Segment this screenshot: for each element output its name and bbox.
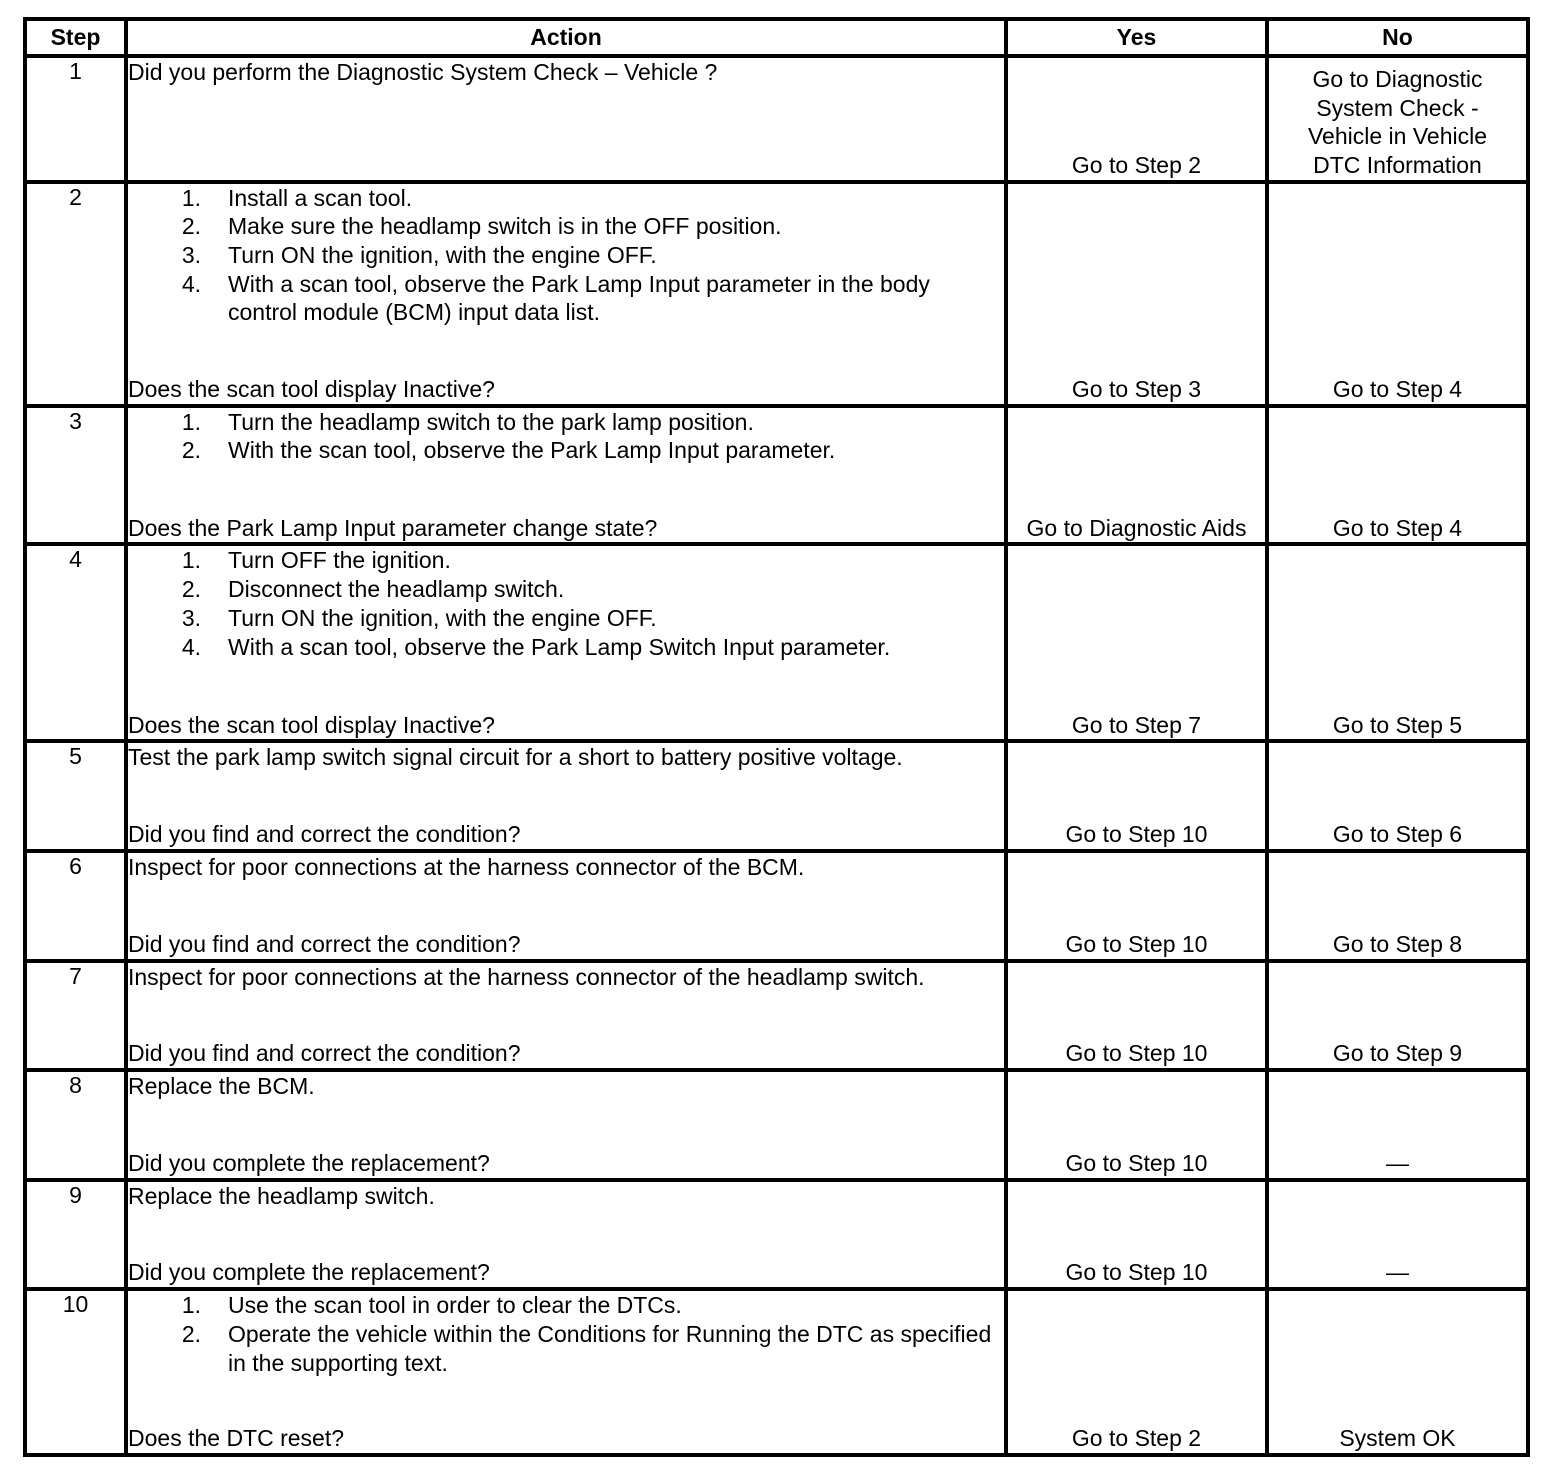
step-number: 5 (25, 741, 126, 851)
list-item (128, 1320, 1004, 1377)
list-item (128, 604, 1004, 633)
yes-text: Go to Step 10 (1065, 821, 1208, 848)
no-cell (1267, 1070, 1528, 1180)
no-cell (1267, 851, 1528, 961)
yes-cell (1006, 741, 1267, 851)
yes-text: Go to Step 10 (1065, 1259, 1208, 1286)
yes-cell (1006, 1289, 1267, 1455)
list-item-text: Disconnect the headlamp switch. (228, 576, 565, 603)
action-question: Did you find and correct the condition? (128, 821, 521, 848)
step-number: 3 (25, 406, 126, 545)
no-text: Go to Diagnostic System Check - Vehicle in Vehicle DTC Information (1307, 65, 1487, 178)
list-number: 3. (181, 604, 201, 631)
yes-text: Go to Step 10 (1065, 1040, 1208, 1067)
list-number: 1. (181, 408, 201, 435)
action-text: Did you perform the Diagnostic System Check – Vehicle ? (128, 59, 718, 85)
table-row (25, 741, 1528, 851)
action-cell (126, 961, 1006, 1071)
step-number: 4 (25, 544, 126, 741)
list-item-text: Turn ON the ignition, with the engine OFF. (228, 604, 657, 631)
action-cell (126, 1180, 1006, 1290)
list-item (128, 575, 1004, 604)
table-row (25, 406, 1528, 545)
no-text: — (1386, 1259, 1409, 1286)
action-question: Did you complete the replacement? (128, 1259, 490, 1286)
step-number: 2 (25, 182, 126, 406)
action-text: Test the park lamp switch signal circuit for a short to battery positive voltage. (128, 744, 903, 771)
step-number: 8 (25, 1070, 126, 1180)
step-number: 1 (25, 56, 126, 182)
no-text: Go to Step 9 (1332, 1040, 1463, 1067)
header-action: Action (126, 19, 1006, 56)
no-text: — (1386, 1149, 1409, 1176)
action-text: Replace the headlamp switch. (128, 1182, 435, 1209)
action-cell (126, 56, 1006, 182)
list-item-text: Use the scan tool in order to clear the DTCs. (228, 1292, 682, 1319)
no-text: System OK (1339, 1425, 1456, 1452)
no-cell (1267, 961, 1528, 1071)
action-text: Inspect for poor connections at the harness connector of the headlamp switch. (128, 963, 925, 990)
yes-cell (1006, 56, 1267, 182)
no-text: Go to Step 6 (1332, 821, 1463, 848)
yes-text: Go to Step 7 (1071, 711, 1202, 738)
list-number: 4. (181, 270, 201, 297)
list-item-text: With a scan tool, observe the Park Lamp Switch Input parameter. (228, 633, 891, 660)
table-row (25, 56, 1528, 182)
list-item (128, 270, 1004, 327)
list-item-text: Operate the vehicle within the Conditions for Running the DTC as specified in the supporting text. (228, 1320, 992, 1376)
action-text: Replace the BCM. (128, 1073, 315, 1100)
no-cell (1267, 56, 1528, 182)
action-cell (126, 544, 1006, 741)
action-cell (126, 1070, 1006, 1180)
yes-text: Go to Diagnostic Aids (1026, 514, 1247, 541)
list-item (128, 633, 1004, 662)
list-item (128, 546, 1004, 575)
action-steps (128, 408, 1004, 465)
action-text: Inspect for poor connections at the harness connector of the BCM. (128, 853, 805, 880)
header-yes: Yes (1006, 19, 1267, 56)
table-row (25, 1180, 1528, 1290)
action-question: Did you find and correct the condition? (128, 1040, 521, 1067)
yes-cell (1006, 851, 1267, 961)
action-question: Does the scan tool display Inactive? (128, 711, 495, 738)
table-row (25, 1289, 1528, 1455)
yes-cell (1006, 1070, 1267, 1180)
yes-text: Go to Step 10 (1065, 930, 1208, 957)
step-number: 9 (25, 1180, 126, 1290)
list-item-text: With a scan tool, observe the Park Lamp Input parameter in the body control module (BCM) input data list. (228, 270, 930, 326)
header-row (25, 19, 1528, 56)
action-question: Did you complete the replacement? (128, 1149, 490, 1176)
list-number: 3. (181, 242, 201, 269)
header-step: Step (25, 19, 126, 56)
list-number: 2. (181, 1320, 201, 1347)
table-row (25, 961, 1528, 1071)
action-cell (126, 851, 1006, 961)
list-item (128, 408, 1004, 437)
list-number: 2. (181, 576, 201, 603)
diagnostic-table (23, 17, 1530, 1457)
step-number: 10 (25, 1289, 126, 1455)
yes-text: Go to Step 2 (1071, 151, 1202, 178)
list-number: 4. (181, 633, 201, 660)
no-cell (1267, 1180, 1528, 1290)
list-item-text: Turn OFF the ignition. (228, 547, 451, 574)
list-number: 2. (181, 213, 201, 240)
yes-cell (1006, 182, 1267, 406)
yes-text: Go to Step 10 (1065, 1149, 1208, 1176)
no-cell (1267, 182, 1528, 406)
no-cell (1267, 544, 1528, 741)
yes-cell (1006, 544, 1267, 741)
yes-text: Go to Step 2 (1071, 1425, 1202, 1452)
table-row (25, 1070, 1528, 1180)
list-item-text: With the scan tool, observe the Park Lamp Input parameter. (228, 437, 836, 464)
action-cell (126, 1289, 1006, 1455)
no-text: Go to Step 5 (1332, 711, 1463, 738)
action-steps (128, 1291, 1004, 1377)
table-row (25, 544, 1528, 741)
list-item (128, 212, 1004, 241)
yes-text: Go to Step 3 (1071, 376, 1202, 403)
list-item-text: Turn ON the ignition, with the engine OFF. (228, 242, 657, 269)
action-question: Does the DTC reset? (128, 1425, 345, 1452)
action-question: Did you find and correct the condition? (128, 930, 521, 957)
list-item-text: Install a scan tool. (228, 184, 413, 211)
action-cell (126, 406, 1006, 545)
list-item (128, 241, 1004, 270)
yes-cell (1006, 961, 1267, 1071)
list-number: 2. (181, 437, 201, 464)
action-cell (126, 741, 1006, 851)
no-text: Go to Step 4 (1332, 514, 1463, 541)
no-text: Go to Step 4 (1332, 376, 1463, 403)
list-item-text: Make sure the headlamp switch is in the OFF position. (228, 213, 782, 240)
list-item-text: Turn the headlamp switch to the park lamp position. (228, 408, 754, 435)
step-number: 6 (25, 851, 126, 961)
list-item (128, 184, 1004, 213)
table-row (25, 182, 1528, 406)
action-question: Does the scan tool display Inactive? (128, 376, 495, 403)
step-number: 7 (25, 961, 126, 1071)
no-cell (1267, 406, 1528, 545)
action-question: Does the Park Lamp Input parameter change state? (128, 514, 658, 541)
header-no: No (1267, 19, 1528, 56)
no-cell (1267, 1289, 1528, 1455)
table-row (25, 851, 1528, 961)
list-number: 1. (181, 1292, 201, 1319)
list-number: 1. (181, 184, 201, 211)
yes-cell (1006, 406, 1267, 545)
list-item (128, 1291, 1004, 1320)
action-cell (126, 182, 1006, 406)
list-item (128, 436, 1004, 465)
list-number: 1. (181, 547, 201, 574)
no-text: Go to Step 8 (1332, 930, 1463, 957)
action-steps (128, 546, 1004, 661)
action-steps (128, 184, 1004, 328)
no-cell (1267, 741, 1528, 851)
yes-cell (1006, 1180, 1267, 1290)
